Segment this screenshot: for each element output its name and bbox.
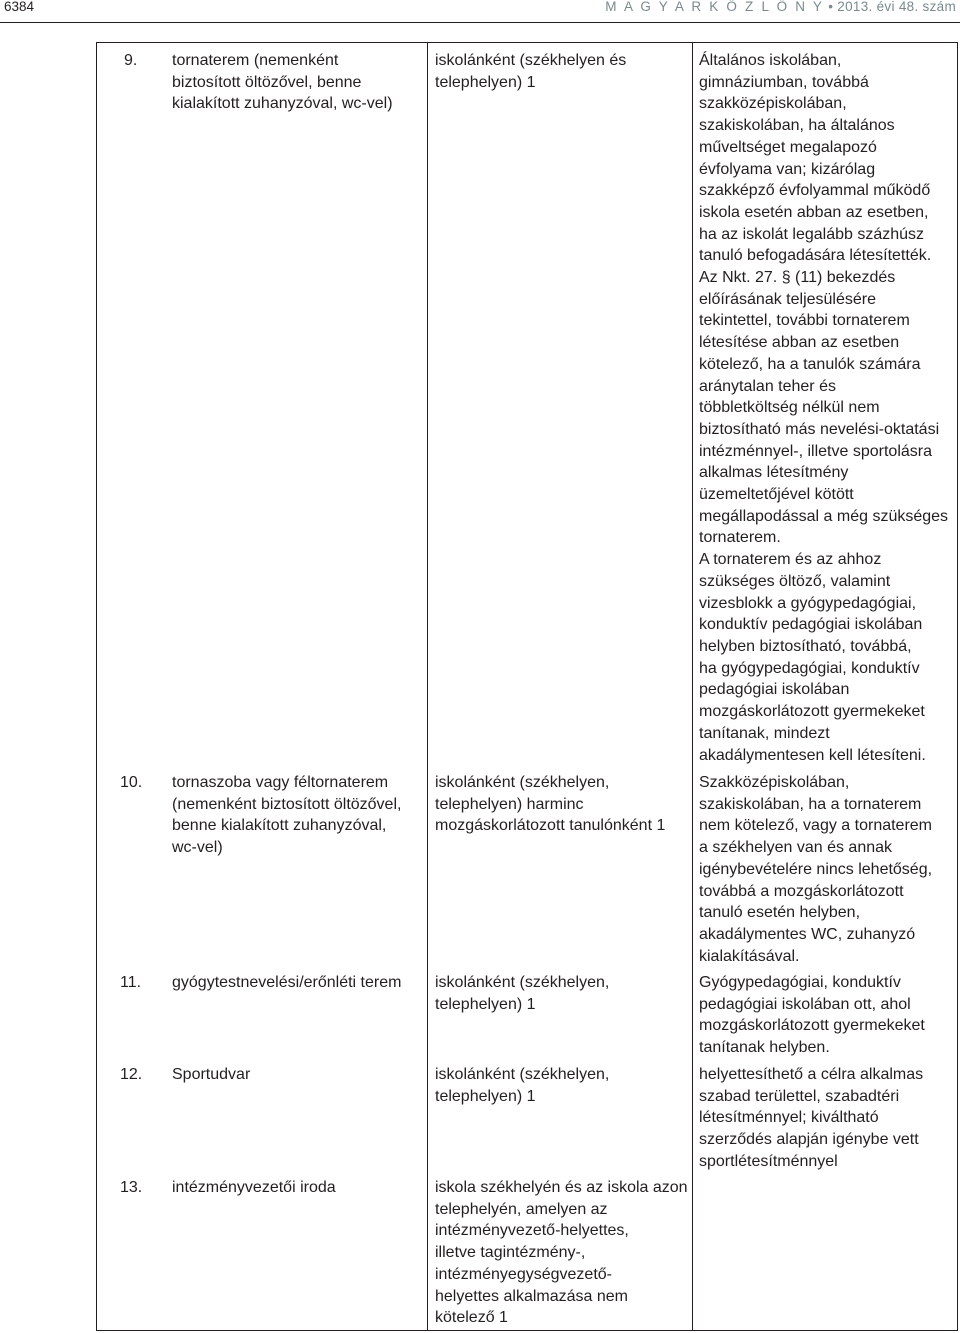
text-line: műveltséget megalapozó — [699, 138, 877, 156]
facility-name — [172, 50, 393, 115]
text-line: illetve tagintézmény-, — [435, 1244, 586, 1262]
text-line: tornaterem. — [699, 529, 781, 547]
text-line: Szakközépiskolában, — [699, 774, 850, 791]
text-line: ha az iskolát legalább százhúsz — [699, 225, 925, 243]
text-line: sportlétesítménnyel — [699, 1152, 838, 1170]
text-line: megállapodással a még szükséges — [699, 507, 949, 525]
text-line: mozgáskorlátozott gyermekeket — [699, 703, 925, 721]
text-line: a székhelyen van és annak — [699, 839, 893, 857]
facility-name — [172, 972, 401, 994]
row-number: 13. — [120, 1179, 143, 1196]
text-line: tornaterem (nemenként — [172, 52, 339, 69]
page-header — [0, 0, 960, 22]
text-line: telephelyen) harminc — [435, 795, 584, 813]
text-line: telephelyén, amelyen az — [435, 1200, 608, 1218]
text-line: üzemeltetőjével kötött — [699, 486, 854, 504]
row-number: 12. — [120, 1066, 143, 1083]
row-number: 11. — [120, 974, 142, 991]
header-rule — [0, 22, 960, 23]
text-line: továbbá a mozgáskorlátozott — [699, 882, 904, 900]
text-line: ha gyógypedagógiai, konduktív — [699, 659, 920, 677]
text-line: szükséges öltöző, valamint — [699, 572, 891, 590]
text-line: iskolánként (székhelyen és — [435, 52, 627, 69]
row-number: 10. — [120, 774, 143, 791]
text-line: mozgáskorlátozott tanulónként 1 — [435, 817, 666, 835]
text-line: szerződés alapján igénybe vett — [699, 1131, 919, 1149]
column-divider — [692, 43, 693, 1330]
text-line: tornaszoba vagy féltornaterem — [172, 774, 389, 791]
text-line: akadálymentesen kell létesíteni. — [699, 746, 926, 764]
facility-quantity — [435, 972, 609, 1015]
text-line: intézményegységvezető- — [435, 1265, 612, 1283]
text-line: Gyógypedagógiai, konduktív — [699, 974, 901, 991]
text-line: telephelyen) 1 — [435, 73, 536, 91]
text-line: szakképző évfolyammal működő — [699, 182, 931, 200]
text-line: kialakított zuhanyzóval, wc-vel) — [172, 95, 393, 113]
header-bullet: • — [828, 0, 834, 14]
text-line: igénybevételére nincs lehetőség, — [699, 860, 933, 878]
text-line: kötelező 1 — [435, 1309, 508, 1327]
text-line: biztosítható más nevelési-oktatási — [699, 420, 940, 438]
text-line: kialakításával. — [699, 947, 800, 965]
text-line: wc-vel) — [172, 839, 223, 857]
issue-label: 2013. évi 48. szám — [837, 0, 956, 14]
text-line: mozgáskorlátozott gyermekeket — [699, 1017, 925, 1035]
facility-name — [172, 772, 401, 859]
text-line: Az Nkt. 27. § (11) bekezdés — [699, 269, 896, 287]
text-line: akadálymentes WC, zuhanyzó — [699, 925, 916, 943]
text-line: előírásának teljesülésére — [699, 290, 876, 308]
text-line: benne kialakított zuhanyzóval, — [172, 817, 387, 835]
text-line: létesítménnyel; kiváltható — [699, 1109, 879, 1127]
text-line: telephelyen) 1 — [435, 995, 536, 1013]
text-line: tanítanak, mindezt — [699, 724, 830, 742]
text-line: gimnáziumban, továbbá — [699, 73, 869, 91]
text-line: szakiskolában, ha általános — [699, 117, 895, 135]
text-line: szakiskolában, ha a tornaterem — [699, 795, 922, 813]
journal-title: M A G Y A R K Ö Z L Ö N Y — [605, 0, 825, 14]
text-line: létesítése abban az esetben — [699, 334, 900, 352]
facility-notes — [699, 972, 925, 1059]
journal-issue-line — [605, 0, 956, 14]
facility-notes — [699, 50, 948, 766]
facility-quantity — [435, 50, 626, 93]
text-line: A tornaterem és az ahhoz — [699, 551, 882, 569]
text-line: iskola esetén abban az esetben, — [699, 203, 929, 221]
text-line: kötelező, ha a tanulók számára — [699, 355, 921, 373]
page-number: 6384 — [4, 0, 35, 14]
text-line: szakközépiskolában, — [699, 95, 847, 113]
text-line: alkalmas létesítmény — [699, 464, 849, 482]
text-line: aránytalan teher és — [699, 377, 836, 395]
text-line: intézménnyel-, illetve sportolásra — [699, 442, 932, 460]
column-divider — [427, 43, 428, 1330]
facility-quantity — [435, 1064, 609, 1107]
text-line: intézményvezetői iroda — [172, 1179, 336, 1196]
text-line: gyógytestnevelési/erőnléti terem — [172, 974, 402, 991]
text-line: biztosított öltözővel, benne — [172, 73, 362, 91]
text-line: iskolánként (székhelyen, — [435, 774, 610, 791]
text-line: tekintettel, további tornaterem — [699, 312, 910, 330]
row-number: 9. — [124, 52, 138, 69]
text-line: nem kötelező, vagy a tornaterem — [699, 817, 933, 835]
text-line: pedagógiai iskolában ott, ahol — [699, 995, 911, 1013]
text-line: Általános iskolában, — [699, 52, 842, 69]
facility-name — [172, 1064, 250, 1086]
text-line: tanítanak helyben. — [699, 1039, 830, 1057]
text-line: iskolánként (székhelyen, — [435, 1066, 610, 1083]
facility-quantity — [435, 1177, 688, 1329]
text-line: (nemenként biztosított öltözővel, — [172, 795, 402, 813]
text-line: Sportudvar — [172, 1066, 251, 1083]
text-line: tanuló esetén helyben, — [699, 904, 861, 922]
text-line: vizesblokk a gyógypedagógiai, — [699, 594, 917, 612]
facility-quantity — [435, 772, 665, 837]
text-line: évfolyama van; kizárólag — [699, 160, 876, 178]
facility-name — [172, 1177, 336, 1199]
text-line: többletköltség nélkül nem — [699, 399, 880, 417]
text-line: telephelyen) 1 — [435, 1087, 536, 1105]
text-line: intézményvezető-helyettes, — [435, 1222, 629, 1240]
text-line: szabad területtel, szabadtéri — [699, 1087, 900, 1105]
facility-notes — [699, 772, 932, 967]
text-line: iskola székhelyén és az iskola azon — [435, 1179, 688, 1196]
text-line: helyben biztosítható, továbbá, — [699, 637, 912, 655]
text-line: iskolánként (székhelyen, — [435, 974, 610, 991]
text-line: pedagógiai iskolában — [699, 681, 850, 699]
text-line: konduktív pedagógiai iskolában — [699, 616, 923, 634]
facility-notes — [699, 1064, 923, 1173]
text-line: tanuló befogadására létesítették. — [699, 247, 932, 265]
text-line: helyettes alkalmazása nem — [435, 1287, 628, 1305]
text-line: helyettesíthető a célra alkalmas — [699, 1066, 924, 1083]
